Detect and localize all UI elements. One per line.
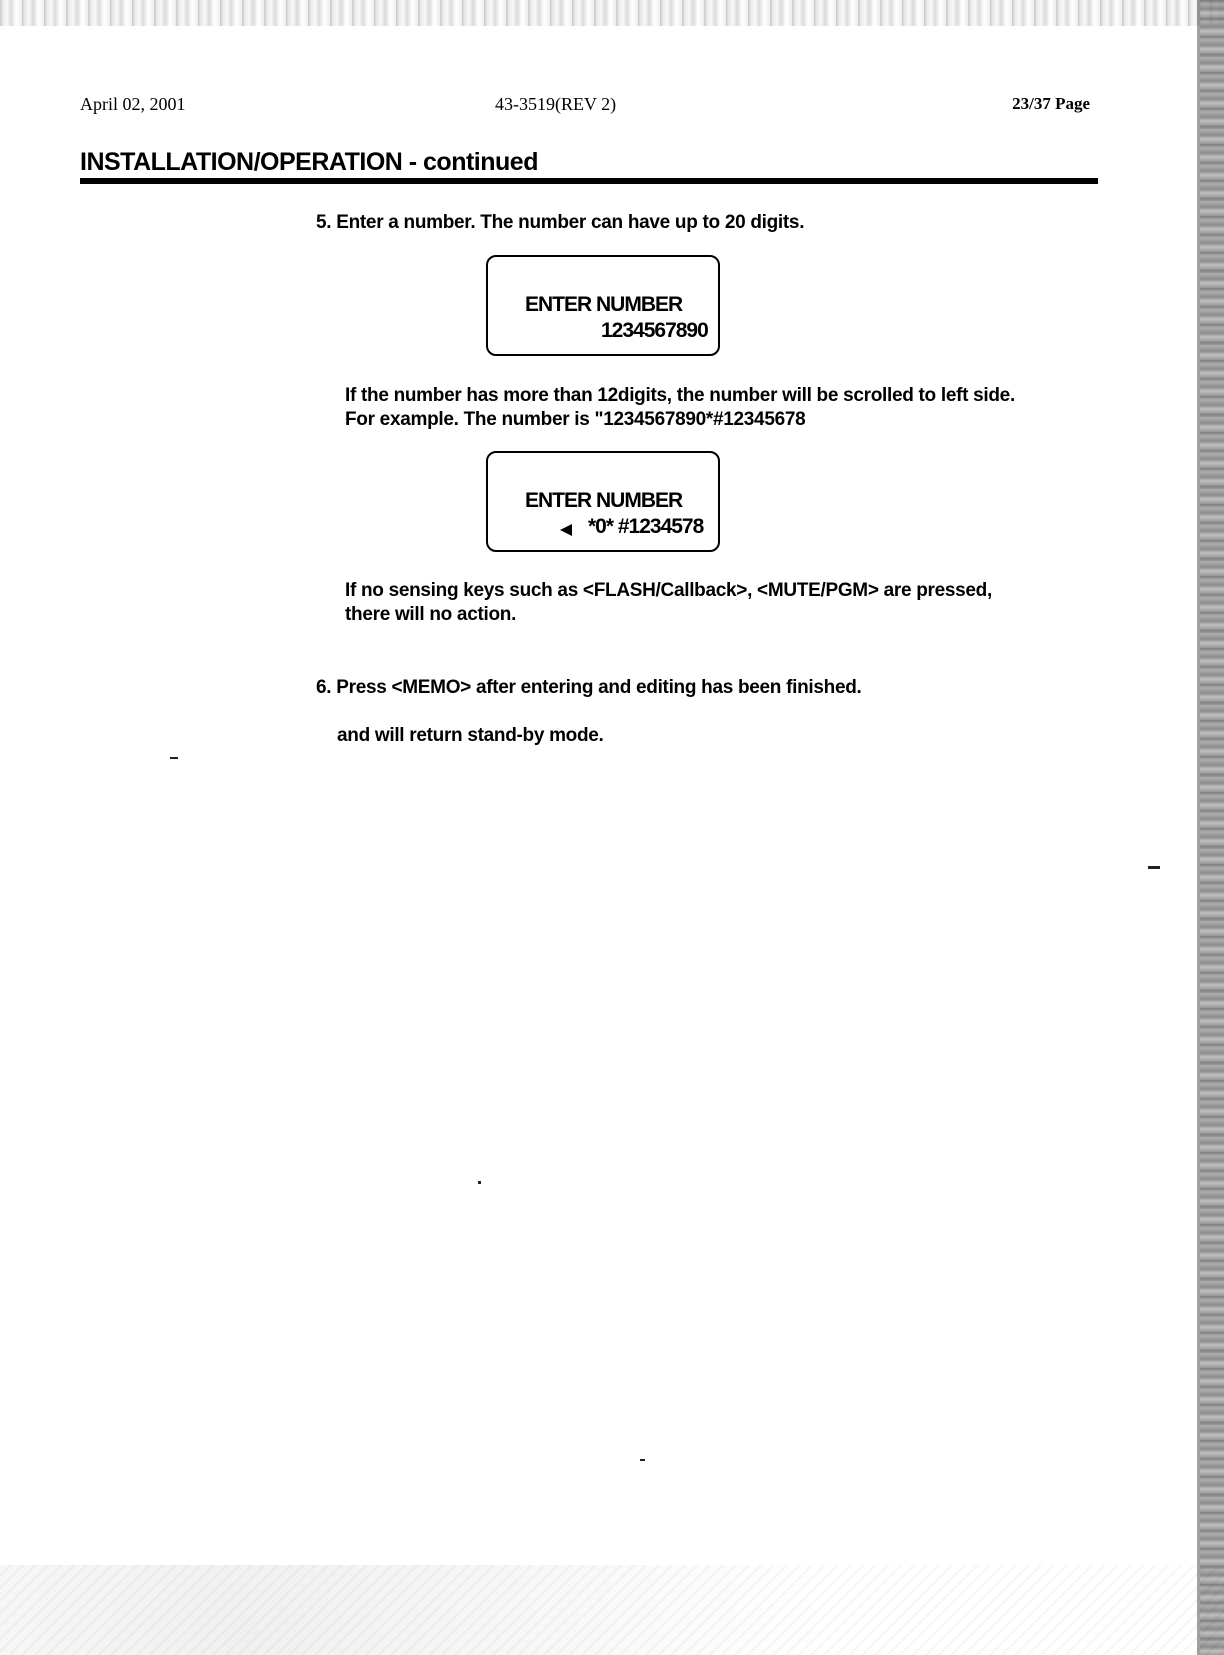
no-action-note-line1: If no sensing keys such as <FLASH/Callback>, <MUTE/PGM> are pressed, <box>345 580 992 601</box>
section-title: INSTALLATION/OPERATION - continued <box>80 148 538 176</box>
lcd-display-line2: 1234567890 <box>601 319 708 342</box>
header-date: April 02, 2001 <box>80 94 186 114</box>
lcd-display-line1: ENTER NUMBER <box>525 489 683 512</box>
lcd-display-line2: *0* #1234578 <box>588 515 704 538</box>
scan-speck <box>478 1181 481 1184</box>
header-page-number: 23/37 Page <box>1012 94 1090 113</box>
page-header <box>80 94 1090 118</box>
scroll-note-line1: If the number has more than 12digits, the number will be scrolled to left side. <box>345 385 1015 406</box>
scan-noise-bottom <box>0 1565 1224 1655</box>
step-5-text: 5. Enter a number. The number can have up to 20 digits. <box>316 212 805 233</box>
scan-speck <box>170 757 178 759</box>
header-doc-number: 43-3519(REV 2) <box>495 94 617 114</box>
lcd-display-line1: ENTER NUMBER <box>525 293 683 316</box>
step-6-text: 6. Press <MEMO> after entering and editing has been finished. <box>316 677 862 698</box>
section-divider <box>80 178 1098 184</box>
scan-noise-top <box>0 0 1224 26</box>
scan-speck <box>640 1459 645 1461</box>
scroll-left-arrow-icon <box>560 524 572 536</box>
scan-noise-right <box>1200 0 1224 1655</box>
lcd-display-scrolled <box>486 451 720 552</box>
lcd-display-enter-number <box>486 255 720 356</box>
scan-speck <box>1148 866 1160 869</box>
no-action-note-line2: there will no action. <box>345 604 517 625</box>
scroll-note-line2: For example. The number is "1234567890*#12345678 <box>345 409 806 430</box>
step-6-followup: and will return stand-by mode. <box>337 725 604 746</box>
